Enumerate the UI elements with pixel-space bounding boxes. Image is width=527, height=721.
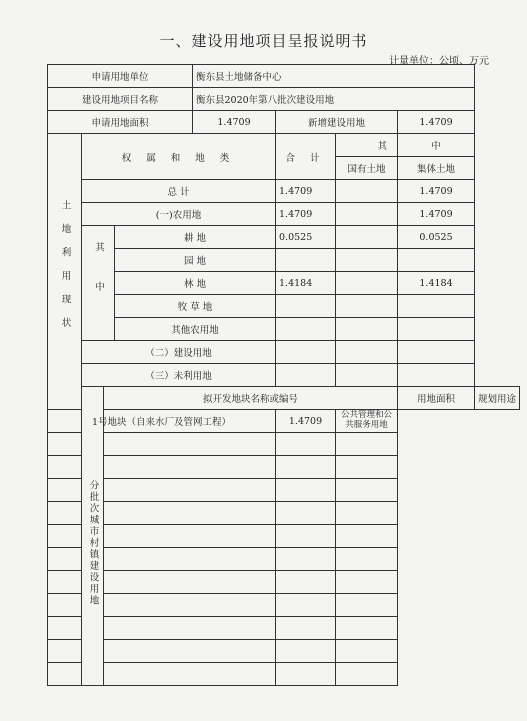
land-row-state xyxy=(336,318,398,341)
land-row xyxy=(48,249,520,272)
plots-header-row xyxy=(48,387,520,410)
plot-use xyxy=(336,433,398,456)
land-row xyxy=(48,295,520,318)
project-name-value: 衡东县2020年第八批次建设用地 xyxy=(193,88,475,111)
land-row-collective xyxy=(398,295,475,318)
plot-use xyxy=(336,617,398,640)
area-value: 1.4709 xyxy=(193,111,276,134)
applicant-label: 申请用地单位 xyxy=(48,65,193,88)
application-form-table xyxy=(47,64,520,686)
land-row-total: 1.4709 xyxy=(276,180,336,203)
inner-among-label xyxy=(82,226,115,341)
land-row xyxy=(48,226,520,249)
land-status-side-text: 土地利用现状 xyxy=(59,199,71,341)
plot-name xyxy=(48,640,276,663)
plot-row xyxy=(48,594,520,617)
plot-row xyxy=(48,548,520,571)
land-row-state xyxy=(336,341,398,364)
land-row xyxy=(48,318,520,341)
state-owned-header: 国有土地 xyxy=(336,157,398,180)
plot-name xyxy=(48,571,276,594)
land-row-total xyxy=(276,364,336,387)
land-row-label: 牧 草 地 xyxy=(115,295,276,318)
land-row-state xyxy=(336,295,398,318)
land-row xyxy=(48,272,520,295)
applicant-value: 衡东县土地储备中心 xyxy=(193,65,475,88)
land-row xyxy=(48,364,520,387)
plot-area xyxy=(276,571,336,594)
among-header-2: 中 xyxy=(398,134,475,157)
plot-use xyxy=(336,479,398,502)
land-row-label: 园 地 xyxy=(115,249,276,272)
plot-area xyxy=(276,433,336,456)
plot-area xyxy=(276,640,336,663)
land-row-label: 林 地 xyxy=(115,272,276,295)
plot-area xyxy=(276,548,336,571)
area-row xyxy=(48,111,520,134)
land-row-state xyxy=(336,249,398,272)
inner-among-text: 其中 xyxy=(93,242,104,321)
plot-name xyxy=(48,594,276,617)
plot-row xyxy=(48,571,520,594)
plot-name xyxy=(48,433,276,456)
plot-name xyxy=(48,502,276,525)
collective-header: 集体土地 xyxy=(398,157,475,180)
plot-use: 公共管理和公共服务用地 xyxy=(336,410,398,433)
plot-use-header: 规划用途 xyxy=(475,387,520,410)
unit-note: 计量单位：公顷、万元 xyxy=(389,56,489,67)
plot-row xyxy=(48,525,520,548)
project-name-label: 建设用地项目名称 xyxy=(48,88,193,111)
total-header: 合 计 xyxy=(276,134,336,180)
land-row xyxy=(48,341,520,364)
land-status-header-row xyxy=(48,134,520,157)
land-status-side-label xyxy=(48,134,82,410)
plot-name xyxy=(48,456,276,479)
plot-area xyxy=(276,456,336,479)
plot-name xyxy=(48,525,276,548)
among-header-1: 其 xyxy=(336,134,398,157)
land-row-label: (一)农用地 xyxy=(82,203,276,226)
plot-name: 1号地块（自来水厂及管网工程） xyxy=(48,410,276,433)
plot-use xyxy=(336,525,398,548)
plot-row xyxy=(48,663,520,686)
plot-row xyxy=(48,410,520,433)
land-row-label: 总 计 xyxy=(82,180,276,203)
new-construction-value: 1.4709 xyxy=(398,111,475,134)
land-row-total xyxy=(276,341,336,364)
category-header: 权 属 和 地 类 xyxy=(82,134,276,180)
land-row-label: （二）建设用地 xyxy=(82,341,276,364)
applicant-row xyxy=(48,65,520,88)
plot-row xyxy=(48,479,520,502)
land-row-label: （三）未利用地 xyxy=(82,364,276,387)
plot-row xyxy=(48,502,520,525)
plot-row xyxy=(48,433,520,456)
plots-side-text: 分批次城市村镇建设用地 xyxy=(87,479,99,606)
plot-use xyxy=(336,663,398,686)
plot-row xyxy=(48,617,520,640)
plot-area-header: 用地面积 xyxy=(398,387,475,410)
land-row-collective xyxy=(398,249,475,272)
land-row-collective: 1.4709 xyxy=(398,180,475,203)
land-row-total: 1.4709 xyxy=(276,203,336,226)
land-row-total: 0.0525 xyxy=(276,226,336,249)
plot-area: 1.4709 xyxy=(276,410,336,433)
plot-use xyxy=(336,571,398,594)
document-title: 一、建设用地项目呈报说明书 xyxy=(159,32,368,50)
plot-area xyxy=(276,525,336,548)
plot-name xyxy=(48,617,276,640)
land-row-state xyxy=(336,203,398,226)
plot-use xyxy=(336,640,398,663)
plot-area xyxy=(276,479,336,502)
land-row-total xyxy=(276,318,336,341)
land-row-collective: 0.0525 xyxy=(398,226,475,249)
plot-use xyxy=(336,594,398,617)
land-row-state xyxy=(336,272,398,295)
plot-area xyxy=(276,502,336,525)
land-row xyxy=(48,180,520,203)
land-row-collective xyxy=(398,364,475,387)
land-row-state xyxy=(336,226,398,249)
project-name-row xyxy=(48,88,520,111)
plot-row xyxy=(48,456,520,479)
area-label: 申请用地面积 xyxy=(48,111,193,134)
plot-area xyxy=(276,617,336,640)
plot-name xyxy=(48,663,276,686)
land-row-total: 1.4184 xyxy=(276,272,336,295)
land-row-total xyxy=(276,295,336,318)
new-construction-label: 新增建设用地 xyxy=(276,111,398,134)
land-row-label: 其他农用地 xyxy=(115,318,276,341)
land-row-label: 耕 地 xyxy=(115,226,276,249)
plot-name-header: 拟开发地块名称或编号 xyxy=(104,387,398,410)
land-row-total xyxy=(276,249,336,272)
plot-name xyxy=(48,548,276,571)
land-row-state xyxy=(336,364,398,387)
land-row-collective: 1.4709 xyxy=(398,203,475,226)
land-row-state xyxy=(336,180,398,203)
land-row-collective: 1.4184 xyxy=(398,272,475,295)
plot-use xyxy=(336,502,398,525)
plot-row xyxy=(48,640,520,663)
plot-area xyxy=(276,663,336,686)
land-row xyxy=(48,203,520,226)
land-row-collective xyxy=(398,318,475,341)
land-row-collective xyxy=(398,341,475,364)
plot-area xyxy=(276,594,336,617)
plot-name xyxy=(48,479,276,502)
plot-use xyxy=(336,548,398,571)
plot-use xyxy=(336,456,398,479)
